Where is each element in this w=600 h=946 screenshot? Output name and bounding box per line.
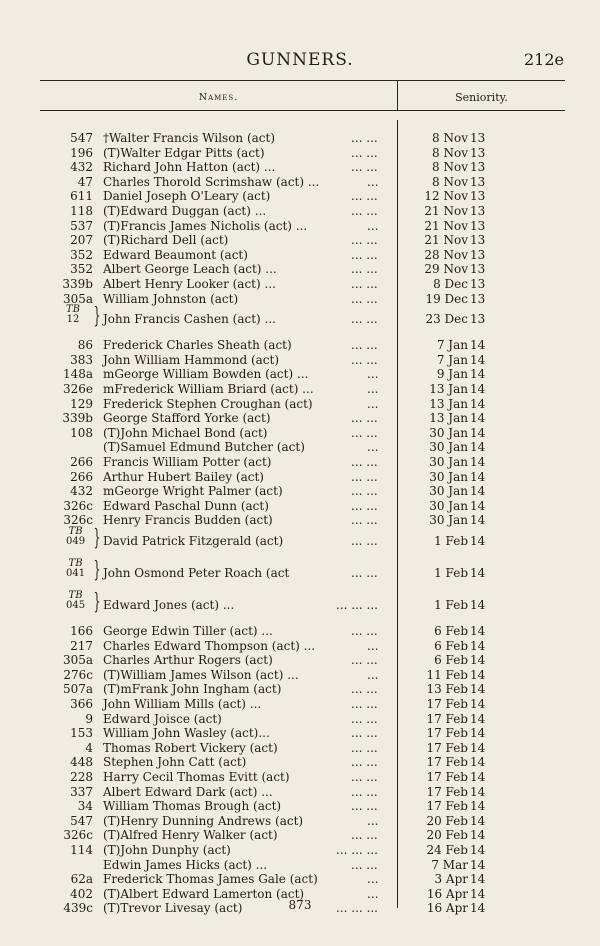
seniority-date: 1 Feb	[434, 534, 468, 548]
entry-name: George Edwin Tiller (act) ...	[103, 624, 273, 638]
entry-number: 9	[85, 711, 93, 726]
leader-dots: ... ...	[351, 484, 378, 499]
entry-number: 383	[70, 352, 93, 367]
seniority-year: 14	[470, 638, 486, 653]
seniority-date: 17 Feb	[426, 784, 468, 799]
entry-name: mGeorge Wright Palmer (act)	[103, 484, 283, 499]
seniority-year: 13	[470, 174, 486, 189]
entry-name: (T)Alfred Henry Walker (act)	[103, 828, 278, 843]
leader-dots: ... ...	[351, 784, 378, 799]
brace-glyph: }	[93, 590, 101, 615]
seniority-date: 6 Feb	[434, 653, 468, 668]
seniority-date: 30 Jan	[429, 425, 468, 440]
seniority-year: 14	[470, 667, 486, 682]
leader-dots: ... ...	[351, 291, 378, 306]
seniority-date: 11 Feb	[426, 667, 468, 682]
tb-label: TB	[68, 558, 83, 569]
entry-name: (T)Walter Edgar Pitts (act)	[103, 145, 265, 160]
entry-name: Albert Edward Dark (act) ...	[103, 784, 273, 799]
seniority-year: 14	[470, 828, 486, 843]
tb-marker	[66, 527, 85, 547]
entry-name: Francis William Potter (act)	[103, 455, 272, 469]
leader-dots: ... ...	[351, 352, 378, 367]
brace-glyph: }	[93, 558, 101, 583]
seniority-date: 6 Feb	[434, 624, 468, 638]
entry-name: Frederick Charles Sheath (act)	[103, 338, 292, 353]
seniority-date: 7 Jan	[436, 338, 468, 353]
entry-number: 337	[70, 784, 93, 799]
seniority-date: 30 Jan	[429, 498, 468, 513]
brace-glyph: }	[93, 304, 101, 330]
entry-name: John William Hammond (act)	[103, 352, 280, 367]
entry-name: Edward Paschal Dunn (act)	[103, 498, 269, 513]
tb-label: TB	[66, 304, 81, 316]
leader-dots: ...	[367, 813, 379, 828]
entry-number: 045	[66, 600, 86, 611]
seniority-date: 16 Apr	[426, 901, 468, 916]
seniority-year: 14	[470, 799, 486, 814]
entry-number: 352	[70, 247, 93, 262]
seniority-year: 14	[470, 770, 486, 784]
seniority-date: 13 Jan	[429, 396, 468, 411]
leader-dots: ... ...	[351, 534, 378, 548]
tb-marker	[66, 559, 85, 579]
seniority-year: 14	[470, 367, 486, 382]
entry-name: Edward Jones (act) ...	[103, 598, 235, 612]
entry-number: 305a	[62, 291, 93, 306]
leader-dots: ... ...	[351, 513, 378, 528]
seniority-year: 14	[470, 534, 486, 548]
seniority-date: 20 Feb	[426, 828, 468, 843]
leader-dots: ... ...	[351, 799, 378, 814]
entry-number: 114	[70, 843, 93, 857]
entry-number: 276c	[63, 667, 93, 682]
entry-name: Edward Joisce (act)	[103, 711, 222, 726]
entry-number: 339b	[62, 277, 93, 291]
tb-marker	[66, 591, 85, 611]
leader-dots: ...	[367, 667, 379, 682]
leader-dots: ... ... ...	[336, 598, 378, 612]
leader-dots: ... ...	[351, 338, 378, 353]
entry-name: Daniel Joseph O'Leary (act)	[103, 189, 271, 204]
leader-dots: ... ...	[351, 131, 378, 145]
entry-name: John William Mills (act) ...	[103, 697, 262, 711]
seniority-date: 30 Jan	[429, 484, 468, 499]
leader-dots: ... ...	[351, 770, 378, 784]
entry-number: 352	[70, 262, 93, 277]
entry-name: Albert Henry Looker (act) ...	[103, 277, 276, 291]
seniority-date: 17 Feb	[426, 770, 468, 784]
entry-name: Edward Beaumont (act)	[103, 247, 248, 262]
entry-name: (T)Francis James Nicholis (act) ...	[103, 218, 308, 233]
seniority-date: 20 Feb	[426, 813, 468, 828]
brace-glyph: }	[93, 526, 101, 551]
entry-number: 326e	[62, 382, 93, 396]
entry-number: 108	[70, 425, 93, 440]
entry-name: Albert George Leach (act) ...	[103, 262, 277, 277]
entry-number: 166	[70, 624, 93, 638]
seniority-date: 21 Nov	[424, 218, 468, 233]
entry-name: †Walter Francis Wilson (act)	[103, 131, 276, 145]
tb-label: TB	[68, 590, 83, 601]
leader-dots: ... ...	[351, 624, 378, 638]
entry-name: (T)Albert Edward Lamerton (act)	[103, 886, 305, 901]
entry-number: 118	[70, 204, 93, 218]
entry-number: 049	[66, 536, 86, 547]
entry-number: 041	[66, 568, 86, 579]
seniority-year: 14	[470, 396, 486, 411]
entry-number: 305a	[62, 653, 93, 668]
tb-marker	[66, 305, 80, 325]
entry-name: Harry Cecil Thomas Evitt (act)	[103, 770, 290, 784]
leader-dots: ... ...	[351, 828, 378, 843]
entry-name: Frederick Thomas James Gale (act)	[103, 872, 318, 887]
seniority-date: 7 Jan	[436, 352, 468, 367]
entry-name: Thomas Robert Vickery (act)	[103, 740, 278, 755]
entry-name: mFrederick William Briard (act) ...	[103, 382, 314, 396]
entry-number: 217	[70, 638, 93, 653]
seniority-date: 17 Feb	[426, 726, 468, 741]
seniority-year: 13	[470, 145, 486, 160]
leader-dots: ... ...	[351, 682, 378, 697]
seniority-date: 13 Jan	[429, 382, 468, 396]
entry-number: 12	[66, 314, 80, 326]
tb-label: TB	[68, 526, 83, 537]
leader-dots: ...	[367, 396, 379, 411]
seniority-year: 14	[470, 711, 486, 726]
entry-number: 153	[70, 726, 93, 741]
leader-dots: ... ... ...	[336, 901, 378, 916]
entry-name: (T)William James Wilson (act) ...	[103, 667, 299, 682]
seniority-year: 14	[470, 843, 486, 857]
seniority-date: 8 Nov	[432, 174, 468, 189]
entry-name: Edwin James Hicks (act) ...	[103, 857, 268, 872]
page-title: GUNNERS.	[246, 50, 354, 70]
entry-name: Charles Thorold Scrimshaw (act) ...	[103, 174, 320, 189]
entry-name: William John Wasley (act)...	[103, 726, 270, 741]
leader-dots: ... ...	[351, 566, 378, 580]
seniority-date: 29 Nov	[424, 262, 468, 277]
leader-dots: ... ...	[351, 857, 378, 872]
leader-dots: ... ...	[351, 233, 378, 248]
leader-dots: ...	[367, 174, 379, 189]
seniority-year: 14	[470, 513, 486, 528]
entry-name: Arthur Hubert Bailey (act)	[103, 469, 264, 484]
entry-name: (T)mFrank John Ingham (act)	[103, 682, 282, 697]
entry-number: 537	[70, 218, 93, 233]
seniority-year: 14	[470, 813, 486, 828]
column-header-seniority: Seniority.	[455, 91, 508, 104]
entry-name: (T)Richard Dell (act)	[103, 233, 229, 248]
seniority-date: 23 Dec	[425, 312, 468, 327]
entry-number: 611	[70, 189, 93, 204]
seniority-year: 13	[470, 247, 486, 262]
seniority-year: 13	[470, 233, 486, 248]
seniority-year: 14	[470, 425, 486, 440]
entry-number: 148a	[62, 367, 93, 382]
entry-name: Charles Arthur Rogers (act)	[103, 653, 273, 668]
seniority-date: 8 Dec	[433, 277, 468, 291]
leader-dots: ...	[367, 886, 379, 901]
seniority-year: 14	[470, 857, 486, 872]
seniority-year: 14	[470, 382, 486, 396]
entry-number: 507a	[62, 682, 93, 697]
seniority-year: 13	[470, 218, 486, 233]
entry-number: 547	[70, 813, 93, 828]
seniority-date: 7 Mar	[431, 857, 468, 872]
page-number: 873	[288, 898, 312, 912]
entry-number: 439c	[63, 901, 93, 916]
entry-name: Richard John Hatton (act) ...	[103, 160, 276, 175]
seniority-year: 14	[470, 653, 486, 668]
entry-number: 34	[77, 799, 93, 814]
entry-number: 228	[70, 770, 93, 784]
seniority-date: 3 Apr	[434, 872, 468, 887]
seniority-year: 13	[470, 160, 486, 175]
entry-name: (T)John Dunphy (act)	[103, 843, 231, 857]
seniority-date: 12 Nov	[424, 189, 468, 204]
seniority-date: 17 Feb	[426, 799, 468, 814]
entry-name: (T)Trevor Livesay (act)	[103, 901, 243, 916]
leader-dots: ... ... ...	[336, 843, 378, 857]
seniority-date: 17 Feb	[426, 697, 468, 711]
seniority-date: 8 Nov	[432, 160, 468, 175]
entry-number: 432	[70, 484, 93, 499]
leader-dots: ...	[367, 382, 379, 396]
seniority-date: 30 Jan	[429, 440, 468, 455]
seniority-year: 14	[470, 598, 486, 612]
seniority-year: 14	[470, 352, 486, 367]
seniority-date: 13 Jan	[429, 411, 468, 426]
seniority-date: 1 Feb	[434, 566, 468, 580]
entry-number: 62a	[70, 872, 93, 887]
seniority-date: 17 Feb	[426, 711, 468, 726]
leader-dots: ... ...	[351, 425, 378, 440]
entry-number: 266	[70, 455, 93, 469]
leader-dots: ... ...	[351, 145, 378, 160]
entry-name: John Osmond Peter Roach (act	[103, 566, 290, 580]
entry-name: George Stafford Yorke (act)	[103, 411, 271, 426]
leader-dots: ... ...	[351, 189, 378, 204]
seniority-year: 13	[470, 262, 486, 277]
entry-number: 366	[70, 697, 93, 711]
entry-number: 432	[70, 160, 93, 175]
leader-dots: ...	[367, 440, 379, 455]
seniority-date: 30 Jan	[429, 455, 468, 469]
seniority-year: 14	[470, 411, 486, 426]
leader-dots: ... ...	[351, 262, 378, 277]
entry-number: 448	[70, 755, 93, 770]
seniority-year: 14	[470, 697, 486, 711]
column-header-names: Names.	[198, 92, 239, 103]
seniority-year: 14	[470, 338, 486, 353]
seniority-date: 17 Feb	[426, 740, 468, 755]
seniority-date: 21 Nov	[424, 204, 468, 218]
leader-dots: ... ...	[351, 455, 378, 469]
entry-name: William Johnston (act)	[103, 291, 239, 306]
seniority-date: 19 Dec	[425, 291, 468, 306]
entry-name: Stephen John Catt (act)	[103, 755, 247, 770]
entry-number: 547	[70, 131, 93, 145]
seniority-year: 14	[470, 484, 486, 499]
seniority-year: 14	[470, 498, 486, 513]
entry-name: David Patrick Fitzgerald (act)	[103, 534, 284, 548]
entry-name: (T)John Michael Bond (act)	[103, 425, 268, 440]
seniority-year: 13	[470, 189, 486, 204]
entry-number: 326c	[63, 828, 93, 843]
leader-dots: ... ...	[351, 204, 378, 218]
seniority-year: 14	[470, 566, 486, 580]
leader-dots: ... ...	[351, 711, 378, 726]
seniority-year: 14	[470, 784, 486, 799]
seniority-year: 13	[470, 312, 486, 327]
seniority-date: 30 Jan	[429, 469, 468, 484]
seniority-year: 14	[470, 455, 486, 469]
seniority-year: 14	[470, 755, 486, 770]
leader-dots: ... ...	[351, 469, 378, 484]
entry-number: 207	[70, 233, 93, 248]
seniority-date: 16 Apr	[426, 886, 468, 901]
seniority-year: 13	[470, 204, 486, 218]
seniority-year: 14	[470, 682, 486, 697]
entry-number: 129	[70, 396, 93, 411]
leader-dots: ... ...	[351, 160, 378, 175]
seniority-date: 9 Jan	[436, 367, 468, 382]
seniority-year: 13	[470, 277, 486, 291]
entry-name: Charles Edward Thompson (act) ...	[103, 638, 316, 653]
seniority-year: 14	[470, 872, 486, 887]
seniority-year: 14	[470, 469, 486, 484]
entry-number: 266	[70, 469, 93, 484]
entry-name: Henry Francis Budden (act)	[103, 513, 273, 528]
leader-dots: ...	[367, 638, 379, 653]
leader-dots: ...	[367, 367, 379, 382]
seniority-year: 14	[470, 901, 486, 916]
leader-dots: ... ...	[351, 740, 378, 755]
seniority-year: 14	[470, 440, 486, 455]
seniority-year: 14	[470, 624, 486, 638]
leader-dots: ... ...	[351, 411, 378, 426]
seniority-date: 17 Feb	[426, 755, 468, 770]
leader-dots: ...	[367, 218, 379, 233]
entry-number: 47	[77, 174, 93, 189]
entry-number: 196	[70, 145, 93, 160]
entry-name: (T)Henry Dunning Andrews (act)	[103, 813, 304, 828]
entry-number: 402	[70, 886, 93, 901]
entry-name: John Francis Cashen (act) ...	[103, 312, 276, 327]
entry-number: 4	[85, 740, 93, 755]
seniority-date: 28 Nov	[424, 247, 468, 262]
seniority-date: 13 Feb	[426, 682, 468, 697]
leader-dots: ... ...	[351, 653, 378, 668]
leader-dots: ... ...	[351, 755, 378, 770]
seniority-date: 24 Feb	[426, 843, 468, 857]
entry-name: Frederick Stephen Croughan (act)	[103, 396, 313, 411]
leader-dots: ... ...	[351, 312, 378, 327]
seniority-year: 13	[470, 131, 486, 145]
seniority-date: 30 Jan	[429, 513, 468, 528]
seniority-date: 21 Nov	[424, 233, 468, 248]
entry-number: 326c	[63, 498, 93, 513]
leader-dots: ... ...	[351, 247, 378, 262]
entry-name: mGeorge William Bowden (act) ...	[103, 367, 309, 382]
seniority-year: 14	[470, 886, 486, 901]
leader-dots: ... ...	[351, 498, 378, 513]
entry-number: 326c	[63, 513, 93, 528]
leader-dots: ...	[367, 872, 379, 887]
leader-dots: ... ...	[351, 726, 378, 741]
entry-name: (T)Samuel Edmund Butcher (act)	[103, 440, 305, 455]
seniority-date: 6 Feb	[434, 638, 468, 653]
entry-name: William Thomas Brough (act)	[103, 799, 282, 814]
entry-name: (T)Edward Duggan (act) ...	[103, 204, 267, 218]
seniority-year: 14	[470, 726, 486, 741]
seniority-date: 8 Nov	[432, 145, 468, 160]
seniority-year: 14	[470, 740, 486, 755]
leader-dots: ... ...	[351, 697, 378, 711]
seniority-year: 13	[470, 291, 486, 306]
seniority-date: 1 Feb	[434, 598, 468, 612]
seniority-date: 8 Nov	[432, 131, 468, 145]
leader-dots: ... ...	[351, 277, 378, 291]
page-reference: 212e	[523, 50, 564, 69]
entry-number: 339b	[62, 411, 93, 426]
entry-number: 86	[77, 338, 93, 353]
